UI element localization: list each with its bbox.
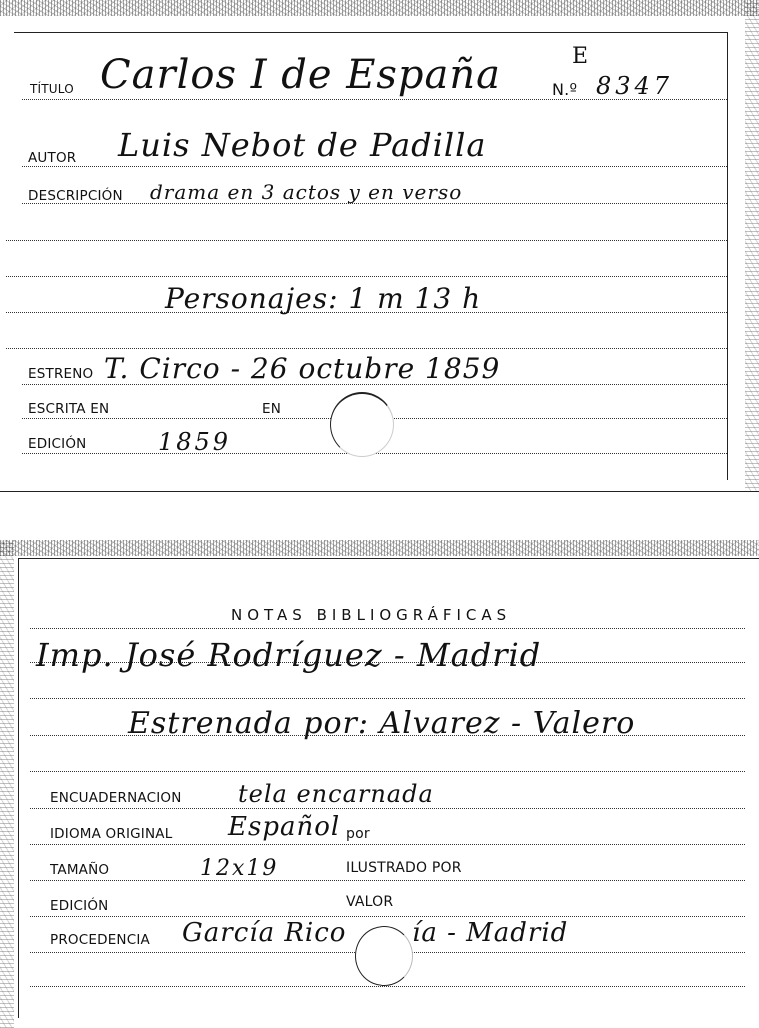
- estreno-label: ESTRENO: [28, 366, 94, 382]
- card-frame-top: [18, 558, 759, 559]
- form-rule: [22, 166, 727, 167]
- edicion-value: 1859: [158, 428, 232, 456]
- autor-label: AUTOR: [28, 150, 77, 166]
- form-rule: [30, 844, 745, 845]
- procedencia-label: PROCEDENCIA: [50, 932, 150, 948]
- valor-label: VALOR: [346, 894, 394, 910]
- procedencia-value-2: ía - Madrid: [412, 918, 569, 948]
- form-rule: [6, 240, 727, 241]
- tamano-value: 12x19: [200, 856, 279, 881]
- punch-hole: [330, 392, 394, 457]
- form-rule: [30, 916, 745, 917]
- por-label: por: [346, 826, 370, 842]
- card-edge-texture: [745, 0, 759, 492]
- catalog-card-title: [0, 0, 759, 492]
- personajes-value: Personajes: 1 m 13 h: [165, 282, 482, 315]
- encuadernacion-label: ENCUADERNACION: [50, 790, 182, 806]
- note-line-2: Estrenada por: Alvarez - Valero: [128, 706, 636, 741]
- procedencia-value-1: García Rico: [182, 918, 347, 948]
- numero-value: 8347: [596, 72, 674, 100]
- idioma-label: IDIOMA ORIGINAL: [50, 826, 173, 842]
- titulo-label: TÍTULO: [30, 82, 74, 96]
- notas-heading: NOTAS BIBLIOGRÁFICAS: [231, 606, 512, 624]
- form-rule: [6, 276, 727, 277]
- estreno-value: T. Circo - 26 octubre 1859: [104, 352, 501, 385]
- punch-hole: [355, 926, 413, 986]
- form-rule: [30, 628, 745, 629]
- edicion-label: EDICIÓN: [50, 898, 109, 914]
- en-label: EN: [262, 401, 282, 417]
- form-rule: [30, 698, 745, 699]
- numero-letter: E: [572, 44, 590, 69]
- form-rule: [30, 771, 745, 772]
- card-bottom-edge: [0, 491, 759, 492]
- card-frame-left: [18, 558, 19, 1018]
- card-frame-right: [727, 32, 728, 480]
- idioma-value: Español: [228, 812, 341, 842]
- descripcion-label: DESCRIPCIÓN: [28, 188, 123, 204]
- note-line-1: Imp. José Rodríguez - Madrid: [36, 636, 542, 674]
- catalog-card-notes: [0, 540, 759, 1028]
- ilustrado-label: ILUSTRADO POR: [346, 860, 462, 876]
- form-rule: [30, 986, 745, 987]
- numero-label: N.º: [552, 80, 578, 99]
- form-rule: [30, 880, 745, 881]
- escrita-en-label: ESCRITA EN: [28, 401, 110, 417]
- autor-value: Luis Nebot de Padilla: [118, 126, 487, 164]
- form-rule: [30, 808, 745, 809]
- encuadernacion-value: tela encarnada: [238, 780, 434, 808]
- titulo-value: Carlos I de España: [100, 52, 501, 98]
- card-edge-texture: [0, 0, 759, 16]
- card-edge-texture: [0, 540, 14, 1028]
- tamano-label: TAMAÑO: [50, 862, 110, 878]
- card-edge-texture: [0, 540, 759, 556]
- edicion-label: EDICIÓN: [28, 436, 87, 452]
- descripcion-value: drama en 3 actos y en verso: [150, 180, 463, 204]
- form-rule: [6, 348, 727, 349]
- card-frame-top: [14, 32, 728, 33]
